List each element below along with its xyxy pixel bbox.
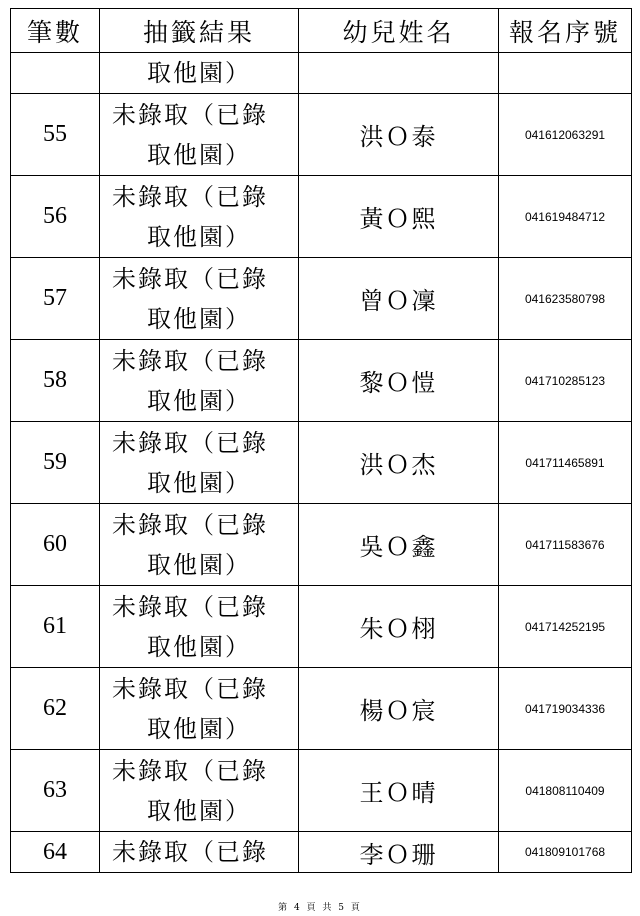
table-row	[11, 504, 632, 586]
result-line-1: 未錄取（已錄	[112, 838, 268, 866]
table-row	[11, 94, 632, 176]
result-line-1: 未錄取（已錄	[112, 346, 268, 375]
page-footer: 第 4 頁 共 5 頁	[278, 903, 362, 913]
result-line-1: 未錄取（已錄	[112, 674, 268, 703]
result-line-2: 取他園）	[147, 468, 251, 497]
row-number-cell: 63	[11, 750, 100, 832]
result-line-2: 取他園）	[147, 222, 251, 251]
header-child-name: 幼兒姓名	[299, 9, 499, 53]
row-number-cell: 64	[11, 832, 100, 873]
row-number-cell: 55	[11, 94, 100, 176]
row-serial-cell: 041710285123	[499, 340, 632, 422]
row-serial-cell: 041711583676	[499, 504, 632, 586]
result-line-2: 取他園）	[147, 386, 251, 415]
row-result-cell	[100, 832, 299, 873]
lottery-results-table	[10, 8, 632, 873]
table-row	[11, 258, 632, 340]
row-result-cell	[100, 176, 299, 258]
row-serial-cell	[499, 53, 632, 94]
row-name-cell: 吳Ｏ鑫	[299, 504, 499, 586]
row-name-cell: 楊Ｏ宸	[299, 668, 499, 750]
result-line-1: 未錄取（已錄	[112, 428, 268, 457]
result-line-2: 取他園）	[147, 59, 251, 87]
row-number-cell: 62	[11, 668, 100, 750]
row-result-cell	[100, 340, 299, 422]
row-number-cell	[11, 53, 100, 94]
result-line-1: 未錄取（已錄	[112, 756, 268, 785]
result-line-2: 取他園）	[147, 796, 251, 825]
table-row	[11, 586, 632, 668]
table-row-continuation	[11, 53, 632, 94]
row-number-cell: 58	[11, 340, 100, 422]
row-number-cell: 57	[11, 258, 100, 340]
row-result-cell	[100, 94, 299, 176]
header-registration-number: 報名序號	[499, 9, 632, 53]
table-row	[11, 422, 632, 504]
row-serial-cell: 041711465891	[499, 422, 632, 504]
row-serial-cell: 041612063291	[499, 94, 632, 176]
result-line-2: 取他園）	[147, 304, 251, 333]
result-line-1: 未錄取（已錄	[112, 264, 268, 293]
row-result-cell	[100, 668, 299, 750]
result-line-2: 取他園）	[147, 714, 251, 743]
row-name-cell: 黎Ｏ愷	[299, 340, 499, 422]
row-name-cell: 黃Ｏ熙	[299, 176, 499, 258]
row-name-cell	[299, 53, 499, 94]
row-number-cell: 56	[11, 176, 100, 258]
header-lottery-result: 抽籤結果	[100, 9, 299, 53]
table-row	[11, 750, 632, 832]
row-serial-cell: 041719034336	[499, 668, 632, 750]
result-line-2: 取他園）	[147, 140, 251, 169]
row-name-cell: 王Ｏ晴	[299, 750, 499, 832]
row-name-cell: 李Ｏ珊	[299, 832, 499, 873]
row-result-cell	[100, 258, 299, 340]
row-number-cell: 59	[11, 422, 100, 504]
row-result-cell	[100, 750, 299, 832]
row-result-cell	[100, 586, 299, 668]
table-row	[11, 176, 632, 258]
row-serial-cell: 041809101768	[499, 832, 632, 873]
row-name-cell: 曾Ｏ凜	[299, 258, 499, 340]
row-number-cell: 61	[11, 586, 100, 668]
row-serial-cell: 041714252195	[499, 586, 632, 668]
header-count: 筆數	[11, 9, 100, 53]
row-name-cell: 洪Ｏ泰	[299, 94, 499, 176]
result-line-1: 未錄取（已錄	[112, 592, 268, 621]
row-name-cell: 朱Ｏ栩	[299, 586, 499, 668]
row-serial-cell: 041808110409	[499, 750, 632, 832]
table-row	[11, 668, 632, 750]
table-header-row	[11, 9, 632, 53]
result-line-1: 未錄取（已錄	[112, 510, 268, 539]
row-name-cell: 洪Ｏ杰	[299, 422, 499, 504]
result-line-2: 取他園）	[147, 550, 251, 579]
result-line-1: 未錄取（已錄	[112, 100, 268, 129]
row-result-cell	[100, 53, 299, 94]
row-number-cell: 60	[11, 504, 100, 586]
result-line-2: 取他園）	[147, 632, 251, 661]
result-line-1: 未錄取（已錄	[112, 182, 268, 211]
table-row-last	[11, 832, 632, 873]
row-result-cell	[100, 422, 299, 504]
table-row	[11, 340, 632, 422]
row-serial-cell: 041619484712	[499, 176, 632, 258]
row-serial-cell: 041623580798	[499, 258, 632, 340]
row-result-cell	[100, 504, 299, 586]
